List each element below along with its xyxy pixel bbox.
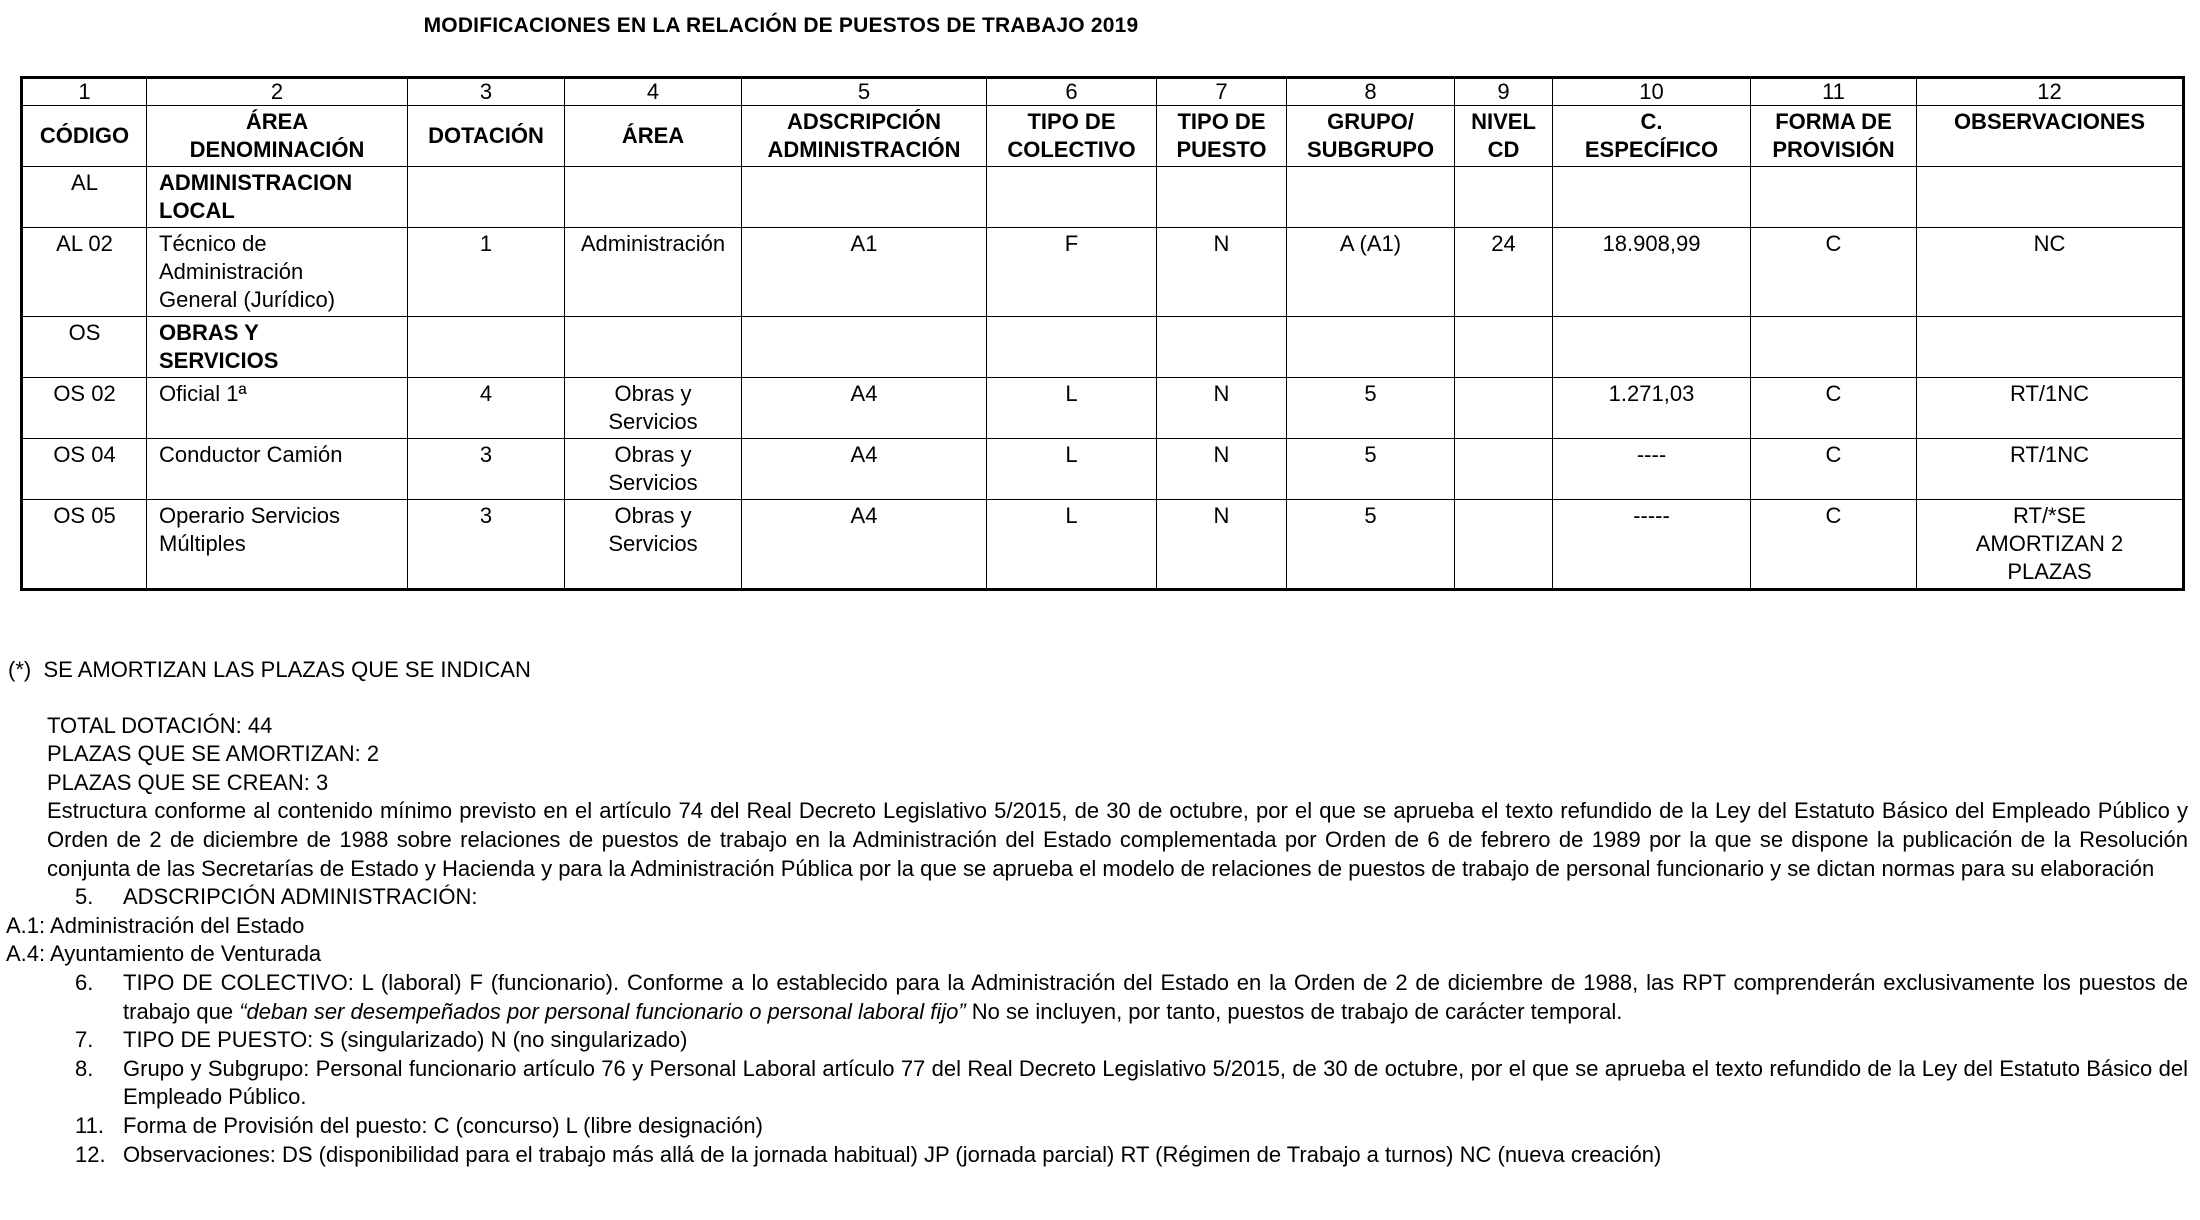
column-number: 7 [1157,78,1287,106]
cell-grupo: 5 [1287,378,1455,439]
cell-line: CÓDIGO [39,123,130,148]
cell-area [565,317,742,378]
column-header [565,106,742,167]
cell-line: Técnico de [159,231,267,256]
cell-line: RT/*SE [2013,503,2086,528]
note-text: TIPO DE PUESTO: S (singularizado) N (no singularizado) [123,1027,688,1053]
cell-puesto: N [1157,439,1287,500]
cell-observaciones [1917,228,2184,317]
cell-provision [1751,317,1917,378]
cell-line: C. [1640,109,1663,134]
cell-puesto: N [1157,500,1287,590]
cell-colectivo: L [987,378,1157,439]
cell-nivel [1455,167,1553,228]
notes-section [0,656,2190,1169]
cell-puesto [1157,317,1287,378]
cell-line: ADSCRIPCIÓN [786,109,941,134]
cell-especifico: 1.271,03 [1553,378,1751,439]
note-item-7 [0,1026,2190,1055]
cell-provision: C [1751,378,1917,439]
cell-puesto: N [1157,378,1287,439]
cell-code: OS 05 [22,500,147,590]
cell-line: TIPO DE [1027,109,1116,134]
cell-colectivo: F [987,228,1157,317]
note-item-12 [0,1141,2190,1170]
column-number-row [22,78,2184,106]
cell-line: Múltiples [159,531,246,556]
cell-line: TIPO DE [1177,109,1266,134]
cell-adscripcion: A1 [742,228,987,317]
cell-line: LOCAL [159,198,235,223]
column-number: 9 [1455,78,1553,106]
cell-line: DOTACIÓN [428,123,544,148]
header-row [22,106,2184,167]
cell-dotacion [408,317,565,378]
note-item-6 [0,969,2190,1026]
note-number: 6. [75,969,94,995]
cell-puesto [1157,167,1287,228]
cell-name [147,439,408,500]
rpt-table [20,76,2185,591]
cell-colectivo [987,167,1157,228]
column-header [1553,106,1751,167]
cell-line: Obras y [614,381,692,406]
note-text: Forma de Provisión del puesto: C (concurso) L (libre designación) [123,1112,763,1138]
column-number: 10 [1553,78,1751,106]
note-number: 5. [75,884,94,910]
column-number: 11 [1751,78,1917,106]
note-text: Observaciones: DS (disponibilidad para el trabajo más allá de la jornada habitual) JP (jornada parcial) RT (Régimen de Trabajo a turnos) NC (nueva creación) [123,1141,1662,1167]
column-header [1157,106,1287,167]
cell-area [565,439,742,500]
cell-colectivo [987,317,1157,378]
cell-area [565,228,742,317]
column-header [1751,106,1917,167]
cell-area [565,167,742,228]
cell-especifico: ---- [1553,439,1751,500]
adscripcion-a1: A.1: Administración del Estado [6,912,305,938]
cell-name [147,228,408,317]
column-header [1917,106,2184,167]
cell-line: CD [1487,137,1520,162]
cell-area [565,500,742,590]
cell-provision: C [1751,500,1917,590]
cell-line: DENOMINACIÓN [189,137,365,162]
table-row [22,500,2184,590]
cell-line: Obras y [614,442,692,467]
cell-colectivo: L [987,500,1157,590]
note-number: 8. [75,1055,94,1081]
column-number: 1 [22,78,147,106]
note-text [123,969,2190,1026]
asterisk-mark: (*) [8,657,32,682]
cell-nivel [1455,378,1553,439]
note-number: 7. [75,1027,94,1053]
cell-line: RT/1NC [2009,442,2090,467]
cell-provision [1751,167,1917,228]
column-number: 4 [565,78,742,106]
adscripcion-a4: A.4: Ayuntamiento de Venturada [6,941,322,967]
cell-line: ADMINISTRACIÓN [767,137,961,162]
plazas-amortizan: PLAZAS QUE SE AMORTIZAN: 2 [47,741,380,767]
cell-line: Conductor Camión [159,442,343,467]
column-header [742,106,987,167]
section-row [22,167,2184,228]
cell-dotacion: 4 [408,378,565,439]
cell-line: Obras y [614,503,692,528]
page-title: MODIFICACIONES EN LA RELACIÓN DE PUESTOS DE TRABAJO 2019 [423,14,1139,37]
cell-observaciones [1917,317,2184,378]
cell-line: OBRAS Y [159,320,259,345]
note-text: Grupo y Subgrupo: Personal funcionario artículo 76 y Personal Laboral artículo 77 del Real Decreto Legislativo 5/2015, de 30 de octubre, por el que se aprueba el texto refundido de la Ley del Estatuto Básico del Empleado Público. [123,1055,2188,1110]
estructura-paragraph: Estructura conforme al contenido mínimo previsto en el artículo 74 del Real Decreto Legislativo 5/2015, de 30 de octubre, por el que se aprueba el texto refundido de la Ley del Estatuto Básico del Empleado Público y Orden de 2 de diciembre de 1988 sobre relaciones de puestos de trabajo en la Administración del Estado complementada por Orden de 6 de febrero de 1989 por la que se dispone la publicación de la Resolución conjunta de las Secretarías de Estado y Hacienda y para la Administración Pública por la que se aprueba el modelo de relaciones de puestos de trabajo de personal funcionario y se dictan normas para su elaboración [47,798,2188,881]
cell-line: Administración [580,231,726,256]
note-text: ADSCRIPCIÓN ADMINISTRACIÓN: [123,884,478,910]
cell-adscripcion: A4 [742,500,987,590]
table-row [22,228,2184,317]
column-number: 6 [987,78,1157,106]
note-item-8 [0,1055,2190,1112]
cell-dotacion: 3 [408,439,565,500]
column-number: 2 [147,78,408,106]
cell-line: NC [2033,231,2066,256]
cell-line: ADMINISTRACION [159,170,353,195]
cell-line: NIVEL [1471,109,1536,134]
cell-line: PUESTO [1176,137,1267,162]
cell-especifico: ----- [1553,500,1751,590]
cell-name [147,378,408,439]
column-number: 8 [1287,78,1455,106]
cell-line: ÁREA [621,123,685,148]
cell-provision: C [1751,228,1917,317]
column-number: 5 [742,78,987,106]
cell-line: GRUPO/ [1327,109,1414,134]
asterisk-text: SE AMORTIZAN LAS PLAZAS QUE SE INDICAN [43,657,531,682]
cell-line: SUBGRUPO [1306,137,1435,162]
column-header [22,106,147,167]
cell-code: OS 02 [22,378,147,439]
cell-grupo: A (A1) [1287,228,1455,317]
cell-line: COLECTIVO [1007,137,1136,162]
total-dotacion: TOTAL DOTACIÓN: 44 [47,712,273,738]
cell-especifico [1553,317,1751,378]
cell-code: OS [22,317,147,378]
note-number: 12. [75,1141,106,1167]
cell-dotacion: 3 [408,500,565,590]
cell-code: AL [22,167,147,228]
cell-nivel: 24 [1455,228,1553,317]
section-row [22,317,2184,378]
cell-line: Operario Servicios [159,503,340,528]
cell-line: FORMA DE [1775,109,1892,134]
cell-line: Oficial 1ª [159,381,247,406]
cell-name [147,317,408,378]
cell-line: General (Jurídico) [159,287,336,312]
note-item-5 [0,883,2190,912]
cell-nivel [1455,439,1553,500]
cell-line: Servicios [608,470,698,495]
cell-grupo [1287,167,1455,228]
column-number: 12 [1917,78,2184,106]
cell-adscripcion [742,317,987,378]
cell-nivel [1455,317,1553,378]
cell-area [565,378,742,439]
cell-provision: C [1751,439,1917,500]
table-row [22,378,2184,439]
column-header [987,106,1157,167]
cell-line: ÁREA [245,109,309,134]
cell-nivel [1455,500,1553,590]
cell-line: Servicios [608,531,698,556]
cell-observaciones [1917,378,2184,439]
cell-line: Servicios [608,409,698,434]
cell-code: OS 04 [22,439,147,500]
cell-dotacion [408,167,565,228]
cell-line: AMORTIZAN 2 [1975,531,2124,556]
table-row [22,439,2184,500]
cell-grupo [1287,317,1455,378]
cell-adscripcion [742,167,987,228]
cell-grupo: 5 [1287,439,1455,500]
note-text-b: No se incluyen, por tanto, puestos de trabajo de carácter temporal. [965,998,1623,1024]
cell-observaciones [1917,167,2184,228]
cell-observaciones [1917,439,2184,500]
column-header [1455,106,1553,167]
column-number: 3 [408,78,565,106]
cell-line: PROVISIÓN [1772,137,1895,162]
cell-grupo: 5 [1287,500,1455,590]
cell-dotacion: 1 [408,228,565,317]
cell-line: ESPECÍFICO [1584,137,1719,162]
note-number: 11. [75,1112,104,1138]
column-header [408,106,565,167]
cell-especifico: 18.908,99 [1553,228,1751,317]
cell-name [147,167,408,228]
asterisk-note [0,656,2190,685]
cell-line: Administración [159,259,304,284]
cell-line: OBSERVACIONES [1953,109,2146,134]
cell-line: PLAZAS [2007,559,2092,584]
cell-observaciones [1917,500,2184,590]
note-text-quote: “deban ser desempeñados por personal funcionario o personal laboral fijo” [239,998,966,1024]
cell-colectivo: L [987,439,1157,500]
cell-line: RT/1NC [2009,381,2090,406]
cell-line: SERVICIOS [159,348,279,373]
note-text-a: TIPO DE COLECTIVO: L (laboral) F (funcionario). Conforme a lo establecido para la Administración del Estado en la Orden de 2 de diciembre de 1988, las RPT comprenderán exclusivamente los puestos de trabajo que [123,969,2188,1024]
plazas-crean: PLAZAS QUE SE CREAN: 3 [47,769,329,795]
cell-name [147,500,408,590]
cell-adscripcion: A4 [742,378,987,439]
column-header [1287,106,1455,167]
cell-adscripcion: A4 [742,439,987,500]
cell-puesto: N [1157,228,1287,317]
cell-code: AL 02 [22,228,147,317]
column-header [147,106,408,167]
cell-especifico [1553,167,1751,228]
note-item-11 [0,1112,2190,1141]
